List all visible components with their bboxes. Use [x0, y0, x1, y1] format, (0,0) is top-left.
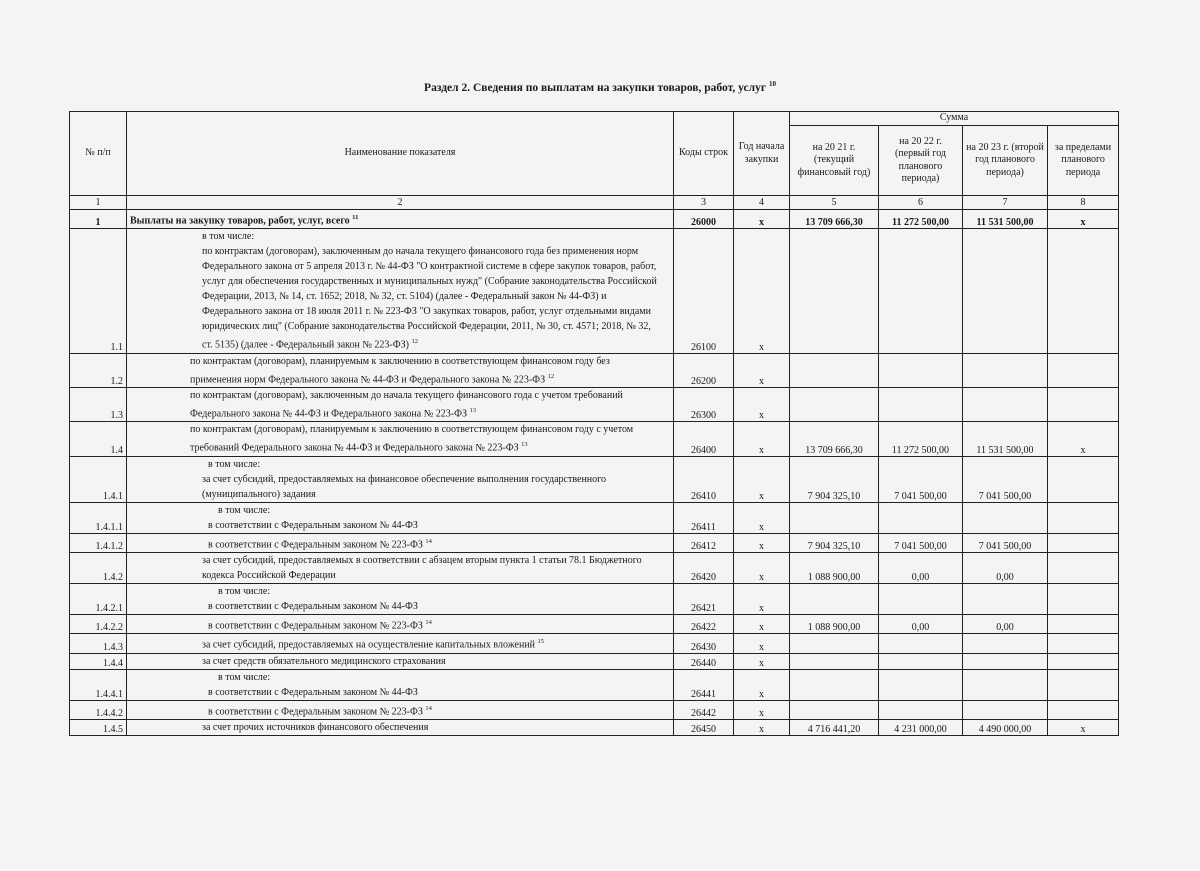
row-value-beyond: x	[1048, 210, 1119, 229]
row-name	[127, 353, 674, 387]
row-name-line: за счет субсидий, предоставляемых на финансовое обеспечение выполнения государственного	[202, 473, 606, 485]
row-code: 26442	[674, 700, 734, 719]
row-name-line: по контрактам (договорам), заключенным до начала текущего финансового года без применения норм	[202, 246, 639, 258]
row-name	[127, 456, 674, 502]
row-name-line	[130, 334, 670, 352]
row-code: 26400	[674, 422, 734, 456]
table-row	[70, 387, 1119, 421]
row-name-line: в том числе:	[218, 585, 271, 597]
row-number: 1.2	[70, 353, 127, 387]
row-name-text: за счет субсидий, предоставляемых на осуществление капитальных вложений	[202, 639, 535, 651]
row-value-2022: 0,00	[879, 614, 963, 633]
row-name-line: (муниципального) задания	[202, 488, 316, 500]
col-number: 6	[879, 196, 963, 210]
table-row	[70, 353, 1119, 387]
row-year: x	[734, 533, 790, 552]
table-row	[70, 669, 1119, 700]
row-year: x	[734, 669, 790, 700]
row-code: 26450	[674, 719, 734, 735]
row-value-beyond: x	[1048, 422, 1119, 456]
row-value-2021	[790, 583, 879, 614]
row-name-text: в соответствии с Федеральным законом № 223-ФЗ	[208, 705, 423, 717]
row-value-2022: 11 272 500,00	[879, 422, 963, 456]
row-year: x	[734, 210, 790, 229]
row-code: 26441	[674, 669, 734, 700]
row-name-text: требований Федерального закона № 44-ФЗ и Федерального закона № 223-ФЗ	[190, 442, 519, 454]
row-name-line: за счет средств обязательного медицинского страхования	[202, 655, 446, 667]
row-number: 1.4.4	[70, 653, 127, 669]
row-name-line	[130, 701, 670, 719]
row-value-beyond	[1048, 229, 1119, 353]
row-code: 26411	[674, 502, 734, 533]
section-title-text: Раздел 2. Сведения по выплатам на закупки товаров, работ, услуг	[424, 81, 767, 94]
row-name-line	[130, 534, 670, 552]
row-value-2023	[963, 669, 1048, 700]
row-footnote: 15	[537, 638, 544, 646]
row-value-2021	[790, 700, 879, 719]
row-value-2021: 7 904 325,10	[790, 533, 879, 552]
row-name-line	[130, 615, 670, 633]
row-value-2021	[790, 653, 879, 669]
table-row	[70, 653, 1119, 669]
row-name-line: по контрактам (договорам), планируемым к заключению в соответствующем финансовом году без	[190, 355, 610, 367]
row-value-2023: 0,00	[963, 552, 1048, 583]
row-value-beyond	[1048, 614, 1119, 633]
header-sum: Сумма	[790, 112, 1119, 126]
row-name-line: Федерации, 2013, № 14, ст. 1652; 2018, № 32, ст. 5104) (далее - Федеральный закон № 44-ФЗ) и	[202, 291, 607, 303]
row-name	[127, 669, 674, 700]
row-name-line: за счет субсидий, предоставляемых в соответствии с абзацем вторым пункта 1 статьи 78.1 Бюджетного	[202, 554, 642, 566]
row-value-2022: 4 231 000,00	[879, 719, 963, 735]
row-value-2022	[879, 634, 963, 653]
col-number: 4	[734, 196, 790, 210]
row-year: x	[734, 634, 790, 653]
row-year: x	[734, 719, 790, 735]
row-year: x	[734, 387, 790, 421]
payments-table	[69, 111, 1119, 736]
row-value-beyond	[1048, 502, 1119, 533]
row-name-text: ст. 5135) (далее - Федеральный закон № 223-ФЗ)	[202, 339, 409, 351]
table-row	[70, 634, 1119, 653]
header-code: Коды строк	[674, 112, 734, 196]
row-name	[127, 634, 674, 653]
row-code: 26300	[674, 387, 734, 421]
header-col7: на 20 23 г. (второй год планового периода)	[963, 126, 1048, 196]
row-number: 1.1	[70, 229, 127, 353]
table-row	[70, 533, 1119, 552]
row-value-2022	[879, 669, 963, 700]
row-value-2023	[963, 583, 1048, 614]
row-name	[127, 552, 674, 583]
col-number: 8	[1048, 196, 1119, 210]
row-footnote: 13	[521, 441, 528, 449]
column-numbers-row	[70, 196, 1119, 210]
row-value-2021: 13 709 666,30	[790, 210, 879, 229]
table-body	[70, 210, 1119, 736]
row-name-line: в соответствии с Федеральным законом № 44-ФЗ	[208, 519, 418, 531]
header-col6: на 20 22 г. (первый год планового периода)	[879, 126, 963, 196]
row-footnote: 12	[547, 372, 555, 380]
row-value-2021: 1 088 900,00	[790, 614, 879, 633]
row-value-2021: 7 904 325,10	[790, 456, 879, 502]
row-value-2022	[879, 700, 963, 719]
row-year: x	[734, 456, 790, 502]
row-value-2022	[879, 583, 963, 614]
row-value-beyond	[1048, 353, 1119, 387]
row-name-line: в соответствии с Федеральным законом № 44-ФЗ	[208, 686, 418, 698]
row-footnote: 12	[411, 338, 418, 346]
row-code: 26100	[674, 229, 734, 353]
row-number: 1.4.4.1	[70, 669, 127, 700]
col-number: 3	[674, 196, 734, 210]
row-value-2022	[879, 229, 963, 353]
row-number: 1.3	[70, 387, 127, 421]
row-name-line: в том числе:	[218, 671, 271, 683]
row-value-beyond	[1048, 456, 1119, 502]
row-value-2021	[790, 353, 879, 387]
row-value-2023: 7 041 500,00	[963, 533, 1048, 552]
row-year: x	[734, 700, 790, 719]
row-name-text: в соответствии с Федеральным законом № 223-ФЗ	[208, 620, 423, 632]
table-row	[70, 583, 1119, 614]
row-code: 26421	[674, 583, 734, 614]
row-number: 1.4.4.2	[70, 700, 127, 719]
row-name-text: в соответствии с Федеральным законом № 223-ФЗ	[208, 538, 423, 550]
row-value-2022	[879, 653, 963, 669]
row-value-2023	[963, 353, 1048, 387]
row-code: 26000	[674, 210, 734, 229]
table-row	[70, 614, 1119, 633]
row-value-2021	[790, 229, 879, 353]
col-number: 2	[127, 196, 674, 210]
row-value-2022	[879, 353, 963, 387]
row-name	[127, 583, 674, 614]
row-value-2023: 11 531 500,00	[963, 422, 1048, 456]
row-number: 1.4.1	[70, 456, 127, 502]
row-footnote: 13	[469, 406, 477, 414]
row-code: 26412	[674, 533, 734, 552]
row-number: 1.4.2.2	[70, 614, 127, 633]
row-name	[127, 502, 674, 533]
row-value-beyond	[1048, 583, 1119, 614]
row-number: 1.4.3	[70, 634, 127, 653]
row-year: x	[734, 353, 790, 387]
row-footnote: 11	[352, 214, 359, 221]
row-footnote: 14	[425, 537, 432, 545]
row-year: x	[734, 229, 790, 353]
table-row	[70, 229, 1119, 353]
row-value-2023	[963, 502, 1048, 533]
header-name: Наименование показателя	[127, 112, 674, 196]
row-name-line	[130, 634, 670, 652]
row-name-line: в соответствии с Федеральным законом № 44-ФЗ	[208, 600, 418, 612]
row-value-beyond	[1048, 533, 1119, 552]
row-value-2023: 7 041 500,00	[963, 456, 1048, 502]
row-number: 1.4.1.1	[70, 502, 127, 533]
row-name-line: за счет прочих источников финансового обеспечения	[202, 721, 429, 733]
row-footnote: 14	[425, 618, 432, 626]
row-code: 26440	[674, 653, 734, 669]
row-name	[127, 653, 674, 669]
section-title	[0, 80, 1200, 94]
row-value-2023: 4 490 000,00	[963, 719, 1048, 735]
table-row	[70, 456, 1119, 502]
row-name	[127, 719, 674, 735]
row-value-2022: 7 041 500,00	[879, 456, 963, 502]
header-col5: на 20 21 г. (текущий финансовый год)	[790, 126, 879, 196]
row-name-line: по контрактам (договорам), планируемым к заключению в соответствующем финансовом году с учетом	[190, 424, 634, 436]
row-value-2022: 7 041 500,00	[879, 533, 963, 552]
row-name-text: Федерального закона № 44-ФЗ и Федерального закона № 223-ФЗ	[190, 408, 468, 420]
row-value-2023	[963, 229, 1048, 353]
row-value-2021	[790, 634, 879, 653]
row-name	[127, 229, 674, 353]
row-value-beyond	[1048, 634, 1119, 653]
row-code: 26200	[674, 353, 734, 387]
header-num: № п/п	[70, 112, 127, 196]
table-row	[70, 719, 1119, 735]
row-name-line	[130, 403, 670, 421]
row-name-line: услуг для обеспечения государственных и муниципальных нужд" (Собрание законодательства Российской	[202, 276, 657, 288]
section-title-footnote: 10	[768, 80, 776, 88]
row-name-line	[130, 369, 670, 387]
row-value-2022	[879, 502, 963, 533]
row-name-line: Федерального закона от 5 апреля 2013 г. № 44-ФЗ "О контрактной системе в сфере закупок товаров, работ,	[202, 261, 657, 273]
row-year: x	[734, 552, 790, 583]
header-col8: за пределами планового периода	[1048, 126, 1119, 196]
row-code: 26420	[674, 552, 734, 583]
row-value-beyond: x	[1048, 719, 1119, 735]
row-value-2021	[790, 387, 879, 421]
row-code: 26410	[674, 456, 734, 502]
row-value-beyond	[1048, 387, 1119, 421]
row-value-2021: 13 709 666,30	[790, 422, 879, 456]
row-name-line: в том числе:	[208, 458, 261, 470]
col-number: 1	[70, 196, 127, 210]
row-value-beyond	[1048, 669, 1119, 700]
row-name	[127, 210, 674, 229]
row-name-line	[130, 210, 670, 228]
row-code: 26422	[674, 614, 734, 633]
row-name	[127, 533, 674, 552]
table-row	[70, 552, 1119, 583]
row-value-2023	[963, 700, 1048, 719]
row-year: x	[734, 502, 790, 533]
row-number: 1.4.2	[70, 552, 127, 583]
row-value-beyond	[1048, 552, 1119, 583]
row-year: x	[734, 422, 790, 456]
col-number: 5	[790, 196, 879, 210]
row-name-line: Федерального закона от 18 июля 2011 г. № 223-ФЗ "О закупках товаров, работ, услуг отдельными видами	[202, 306, 651, 318]
row-name-text: Выплаты на закупку товаров, работ, услуг, всего	[130, 215, 350, 227]
row-number: 1.4	[70, 422, 127, 456]
row-value-2021: 4 716 441,20	[790, 719, 879, 735]
row-value-2022: 0,00	[879, 552, 963, 583]
row-year: x	[734, 583, 790, 614]
row-name	[127, 700, 674, 719]
col-number: 7	[963, 196, 1048, 210]
row-number: 1.4.5	[70, 719, 127, 735]
row-name	[127, 614, 674, 633]
row-name	[127, 387, 674, 421]
row-value-2023	[963, 634, 1048, 653]
row-code: 26430	[674, 634, 734, 653]
row-value-2021	[790, 502, 879, 533]
row-footnote: 14	[425, 704, 432, 712]
row-name-line	[130, 437, 670, 455]
row-name-line: юридических лиц" (Собрание законодательства Российской Федерации, 2011, № 30, ст. 4571; 2018, № 32,	[202, 321, 651, 333]
row-year: x	[734, 614, 790, 633]
row-value-beyond	[1048, 653, 1119, 669]
table-row	[70, 210, 1119, 229]
header-year-start: Год начала закупки	[734, 112, 790, 196]
row-name-line: кодекса Российской Федерации	[202, 569, 336, 581]
row-name-line: по контрактам (договорам), заключенным до начала текущего финансового года с учетом требований	[190, 389, 623, 401]
row-number: 1.4.2.1	[70, 583, 127, 614]
row-value-2021: 1 088 900,00	[790, 552, 879, 583]
row-number: 1.4.1.2	[70, 533, 127, 552]
row-value-2023: 11 531 500,00	[963, 210, 1048, 229]
row-value-beyond	[1048, 700, 1119, 719]
table-row	[70, 700, 1119, 719]
row-value-2022: 11 272 500,00	[879, 210, 963, 229]
table-row	[70, 422, 1119, 456]
row-name-line: в том числе:	[202, 231, 255, 243]
row-name-line: в том числе:	[218, 504, 271, 516]
row-value-2023	[963, 387, 1048, 421]
row-name	[127, 422, 674, 456]
row-value-2023: 0,00	[963, 614, 1048, 633]
row-value-2021	[790, 669, 879, 700]
table-row	[70, 502, 1119, 533]
row-year: x	[734, 653, 790, 669]
row-number: 1	[70, 210, 127, 229]
row-value-2022	[879, 387, 963, 421]
row-value-2023	[963, 653, 1048, 669]
row-name-text: применения норм Федерального закона № 44-ФЗ и Федерального закона № 223-ФЗ	[190, 373, 546, 385]
